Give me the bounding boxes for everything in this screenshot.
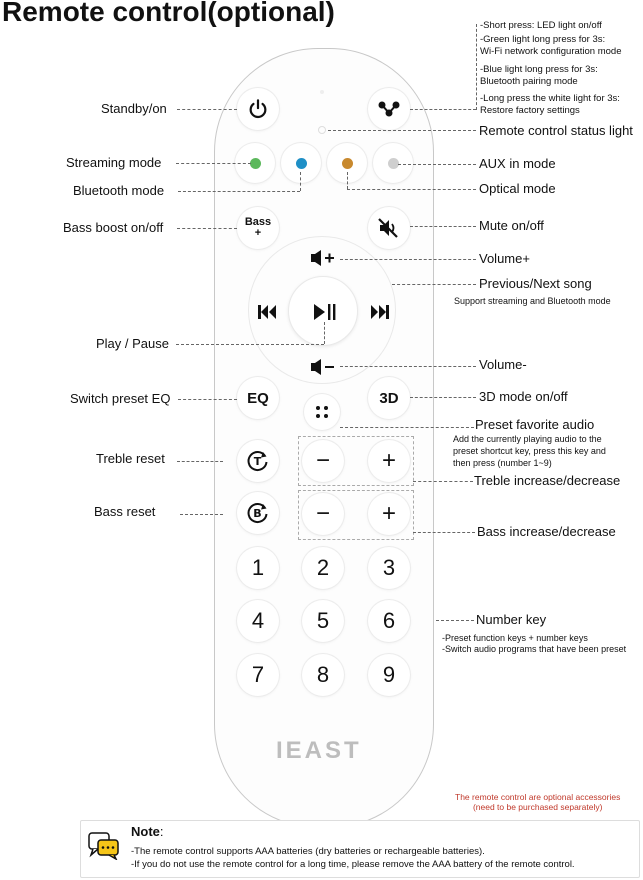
top-right-line-4: -Blue light long press for 3s: xyxy=(480,64,598,75)
number-key-sub-2: -Switch audio programs that have been preset xyxy=(442,644,627,654)
treble-reset-button[interactable] xyxy=(237,440,279,482)
blue-dot-icon xyxy=(296,158,307,169)
eq-button[interactable] xyxy=(237,377,279,419)
label-bass-reset: Bass reset xyxy=(94,504,156,519)
leader-optical-h xyxy=(347,189,476,190)
svg-text:B: B xyxy=(253,507,262,520)
bass-plus-label: + xyxy=(381,500,396,527)
leader-optical-v xyxy=(347,172,348,189)
number-key-7[interactable]: 7 xyxy=(237,654,279,696)
power-button[interactable] xyxy=(237,88,279,130)
treble-plus-label: + xyxy=(381,447,396,474)
label-switch-eq: Switch preset EQ xyxy=(70,391,171,406)
preset-fav-sub-1: Add the currently playing audio to the xyxy=(453,434,602,444)
treble-decrease-button[interactable] xyxy=(302,440,344,482)
top-right-line-2: -Green light long press for 3s: xyxy=(480,34,606,45)
preset-dots-icon xyxy=(315,405,329,419)
grey-dot-icon xyxy=(388,158,399,169)
top-right-line-7: Restore factory settings xyxy=(480,105,580,116)
optional-note-line-2: (need to be purchased separately) xyxy=(472,802,603,812)
optional-accessory-note xyxy=(455,792,620,812)
top-right-line-6: -Long press the white light for 3s: xyxy=(480,93,620,104)
volume-down-icon[interactable] xyxy=(310,358,336,376)
brand-logo: IEAST xyxy=(276,737,362,764)
label-3d-mode: 3D mode on/off xyxy=(479,389,568,404)
mute-icon xyxy=(377,217,401,239)
note-heading: Note xyxy=(131,824,160,839)
label-preset-fav: Preset favorite audio xyxy=(475,417,595,432)
bass-minus-label: − xyxy=(315,500,330,527)
mute-button[interactable] xyxy=(368,207,410,249)
leader-volume-minus xyxy=(340,366,476,367)
leader-status-light xyxy=(328,130,476,131)
preset-fav-sub-2: preset shortcut key, press this key and xyxy=(453,446,606,456)
label-optical: Optical mode xyxy=(479,181,556,196)
leader-play-pause-v xyxy=(324,322,325,344)
label-play-pause: Play / Pause xyxy=(96,336,169,351)
label-mute: Mute on/off xyxy=(479,218,544,233)
leader-bass-boost xyxy=(177,228,237,229)
label-prev-next: Previous/Next song xyxy=(479,276,592,291)
leader-mute xyxy=(410,226,476,227)
aux-mode-button[interactable] xyxy=(373,143,413,183)
leader-top-right-v xyxy=(476,24,477,110)
treble-increase-button[interactable] xyxy=(368,440,410,482)
note-colon: : xyxy=(159,824,164,839)
3d-label: 3D xyxy=(379,389,399,407)
bluetooth-mode-button[interactable] xyxy=(281,143,321,183)
number-key-4[interactable]: 4 xyxy=(237,600,279,642)
number-key-5[interactable]: 5 xyxy=(302,600,344,642)
note-line-2: -If you do not use the remote control for a long time, please remove the AAA battery of the remote control. xyxy=(131,859,575,870)
volume-up-icon[interactable] xyxy=(310,249,336,267)
label-bass-adj: Bass increase/decrease xyxy=(477,524,616,539)
ir-window xyxy=(320,90,324,94)
label-streaming: Streaming mode xyxy=(66,155,162,170)
chat-bubble-icon xyxy=(88,832,120,860)
note-line-1: -The remote control supports AAA batteries (dry batteries or rechargeable batteries). xyxy=(131,846,485,857)
bass-boost-label: Bass xyxy=(244,216,272,228)
preset-fav-sub-3: then press (number 1~9) xyxy=(453,458,552,468)
power-icon xyxy=(247,98,269,120)
play-pause-icon[interactable] xyxy=(313,303,337,321)
bass-reset-button[interactable] xyxy=(237,492,279,534)
eq-label: EQ xyxy=(247,389,269,407)
network-button[interactable] xyxy=(368,88,410,130)
label-treble-reset: Treble reset xyxy=(96,451,165,466)
leader-streaming xyxy=(176,163,251,164)
leader-treble-reset xyxy=(177,461,223,462)
leader-bluetooth-v xyxy=(300,172,301,191)
leader-number-key xyxy=(436,620,474,621)
note-heading-row xyxy=(131,824,164,839)
previous-track-icon[interactable] xyxy=(257,304,277,320)
bass-increase-button[interactable] xyxy=(368,493,410,535)
preset-favorite-button[interactable] xyxy=(304,394,340,430)
label-volume-minus: Volume- xyxy=(479,357,527,372)
top-right-line-1: -Short press: LED light on/off xyxy=(480,20,602,31)
top-right-line-3: Wi-Fi network configuration mode xyxy=(480,46,622,57)
label-bass-boost: Bass boost on/off xyxy=(63,220,164,235)
leader-treble-adj xyxy=(413,481,473,482)
leader-bass-adj xyxy=(413,532,475,533)
network-icon xyxy=(377,99,401,119)
bass-boost-button[interactable] xyxy=(237,207,279,249)
leader-aux xyxy=(398,164,476,165)
number-key-sub-1: -Preset function keys + number keys xyxy=(442,633,588,643)
3d-mode-button[interactable] xyxy=(368,377,410,419)
leader-preset-fav xyxy=(340,427,474,428)
number-key-9[interactable]: 9 xyxy=(368,654,410,696)
number-key-1[interactable]: 1 xyxy=(237,547,279,589)
leader-top-right-h xyxy=(410,109,476,110)
label-prev-next-sub: Support streaming and Bluetooth mode xyxy=(454,296,611,306)
label-treble-adj: Treble increase/decrease xyxy=(474,473,621,488)
treble-minus-label: − xyxy=(315,447,330,474)
number-key-6[interactable]: 6 xyxy=(368,600,410,642)
svg-text:T: T xyxy=(253,455,262,468)
bass-boost-plus: + xyxy=(254,227,262,239)
leader-bass-reset xyxy=(180,514,223,515)
orange-dot-icon xyxy=(342,158,353,169)
next-track-icon[interactable] xyxy=(370,304,390,320)
label-status-light: Remote control status light xyxy=(479,123,633,138)
green-dot-icon xyxy=(250,158,261,169)
label-bluetooth: Bluetooth mode xyxy=(73,183,165,198)
leader-volume-plus xyxy=(340,259,476,260)
number-key-3[interactable]: 3 xyxy=(368,547,410,589)
status-light xyxy=(318,126,326,134)
leader-3d-mode xyxy=(410,397,476,398)
label-number-key: Number key xyxy=(476,612,547,627)
treble-reset-icon xyxy=(245,448,271,474)
number-key-8[interactable]: 8 xyxy=(302,654,344,696)
bass-reset-icon xyxy=(245,500,271,526)
page-title: Remote control(optional) xyxy=(2,0,335,27)
bass-decrease-button[interactable] xyxy=(302,493,344,535)
leader-standby xyxy=(177,109,237,110)
leader-prev-next xyxy=(392,284,476,285)
top-right-line-5: Bluetooth pairing mode xyxy=(480,76,578,87)
leader-play-pause-h xyxy=(176,344,324,345)
label-aux: AUX in mode xyxy=(479,156,556,171)
leader-bluetooth-h xyxy=(178,191,300,192)
label-volume-plus: Volume+ xyxy=(479,251,530,266)
number-key-2[interactable]: 2 xyxy=(302,547,344,589)
optional-note-line-1: The remote control are optional accessories xyxy=(455,792,621,802)
label-standby: Standby/on xyxy=(101,101,167,116)
leader-switch-eq xyxy=(178,399,237,400)
